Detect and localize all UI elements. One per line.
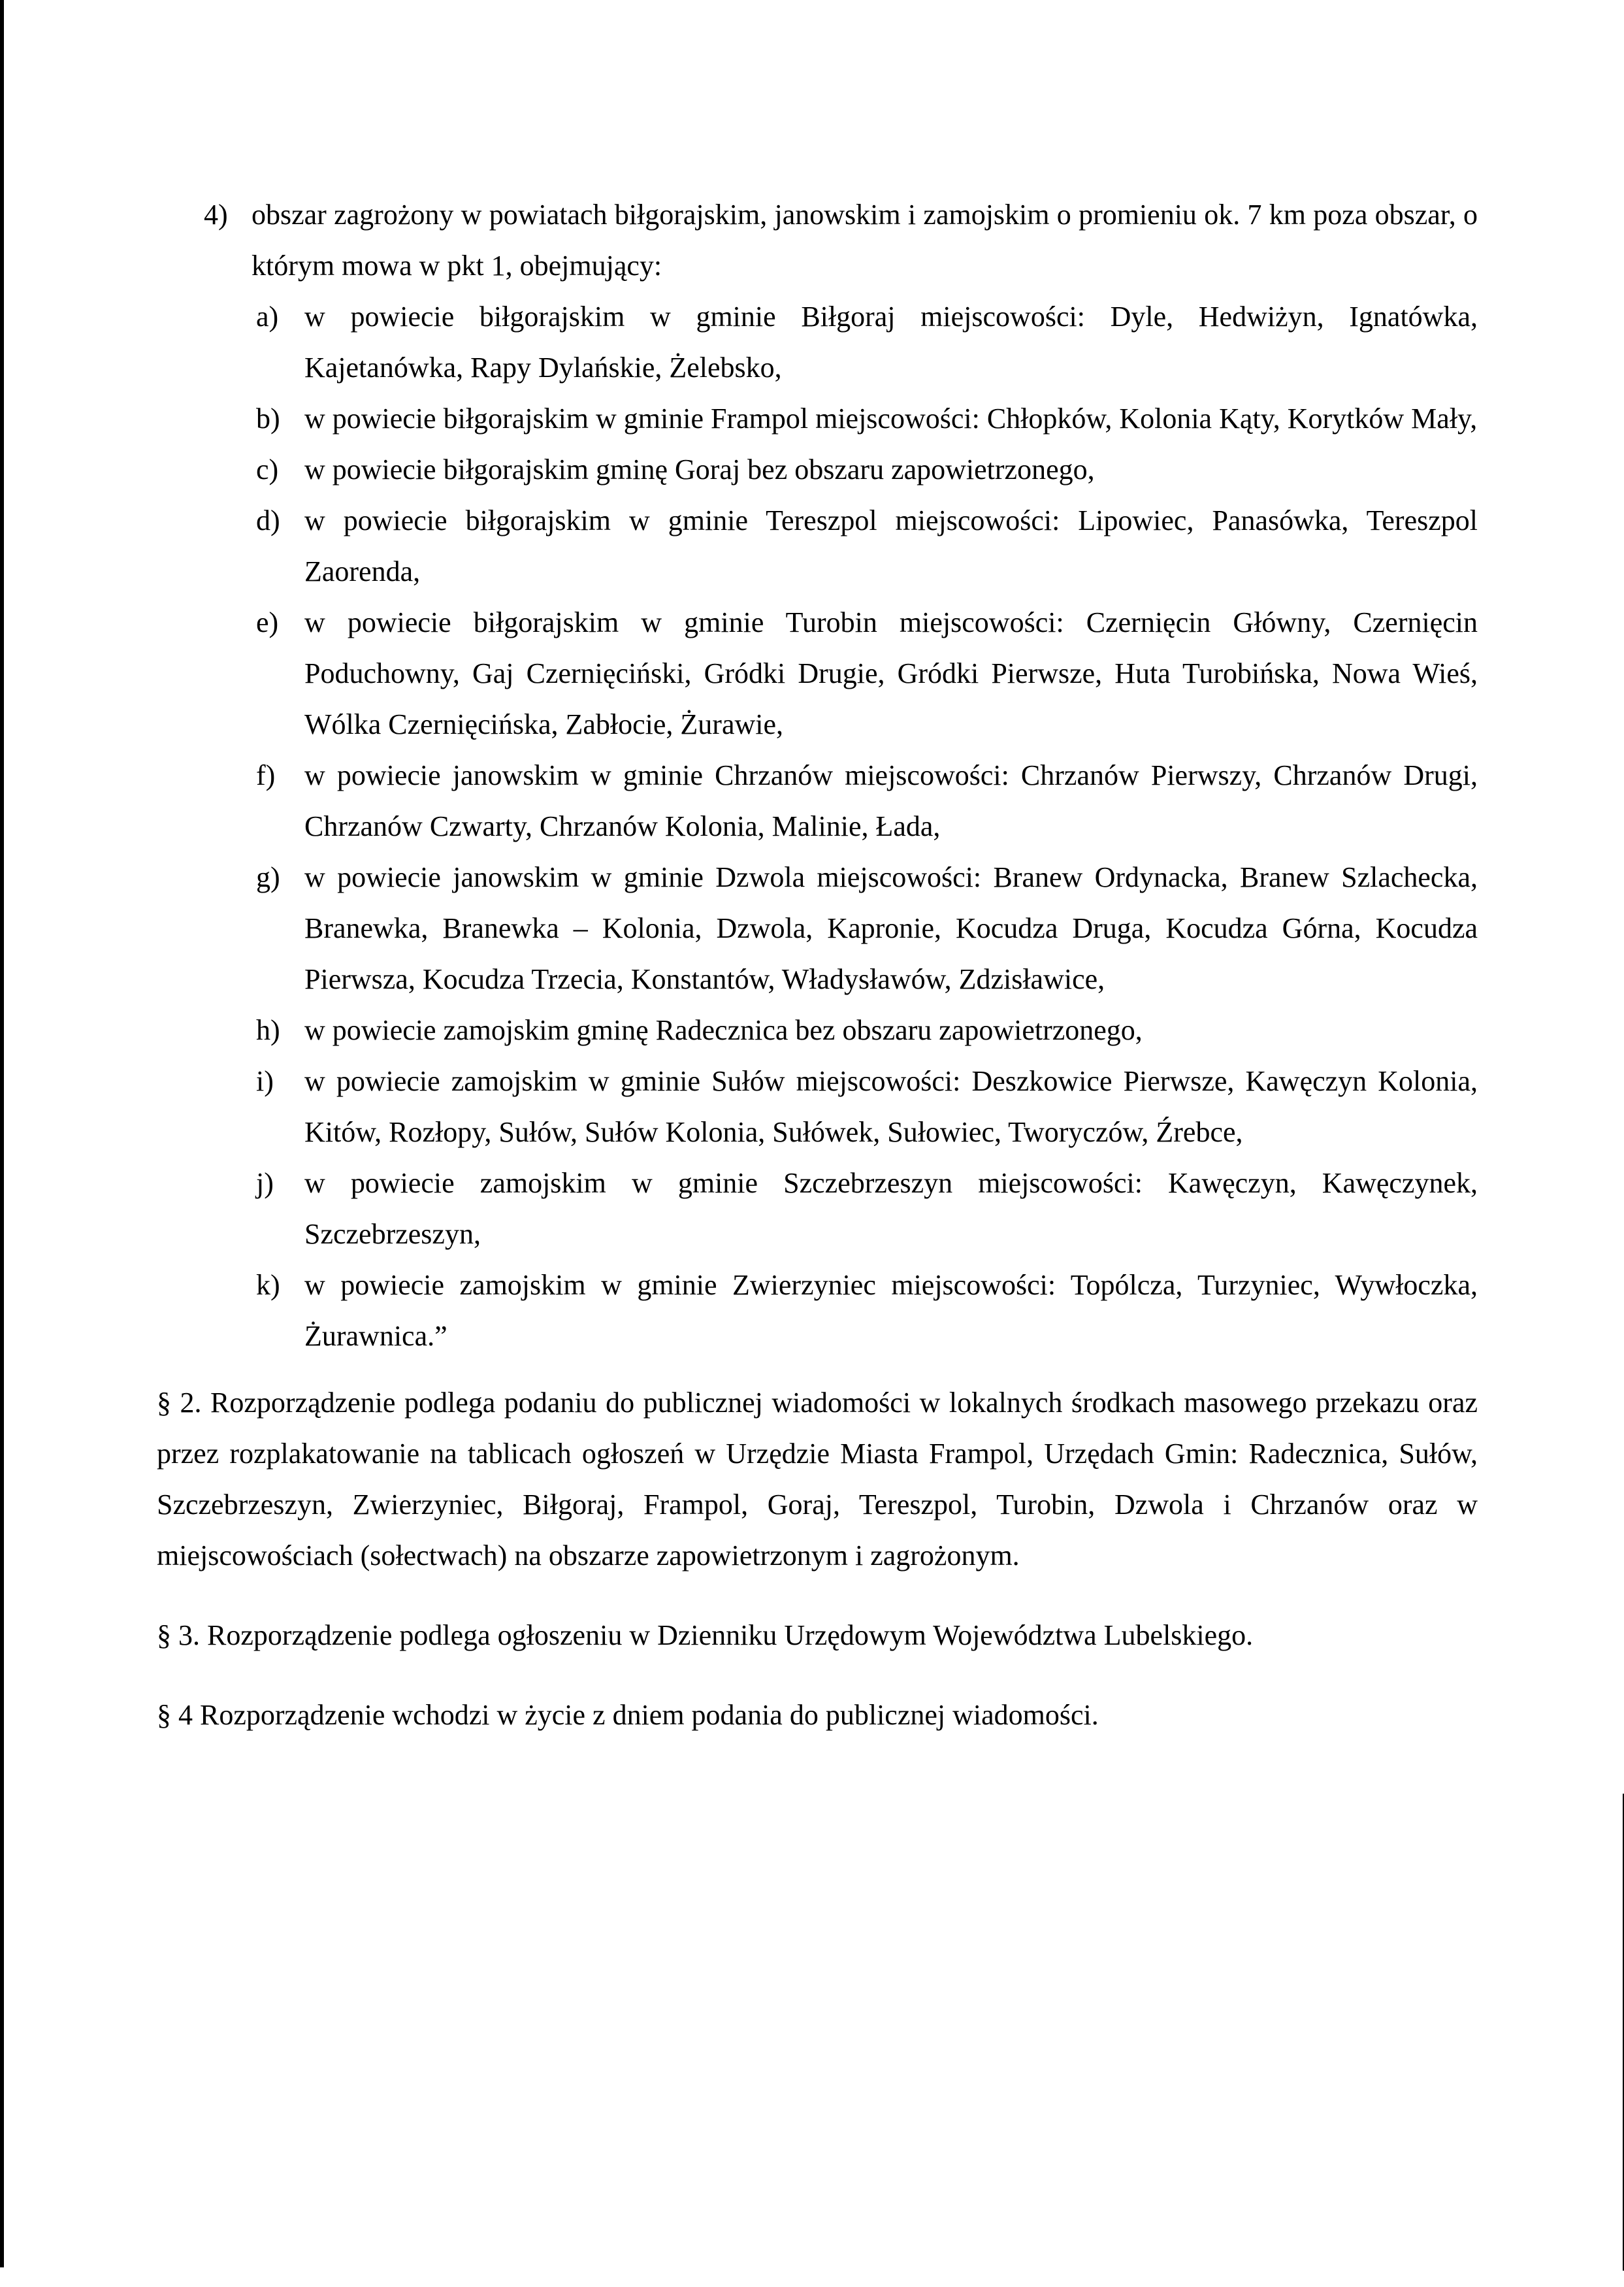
sub-item-text: w powiecie biłgorajskim w gminie Turobin miejscowości: Czernięcin Główny, Czernięcin Poduchowny, Gaj Czernięciński, Gródki Drugie, Gródki Pierwsze, Huta Turobińska, Nowa Wieś, Wólka Czernięcińska, Zabłocie, Żurawie,	[304, 606, 1478, 740]
sub-item-f	[252, 750, 1478, 852]
list-item-intro: obszar zagrożony w powiatach biłgorajskim, janowskim i zamojskim o promieniu ok. 7 km poza obszar, o którym mowa w pkt 1, obejmujący:	[252, 199, 1478, 282]
sub-item-marker: c)	[256, 453, 279, 485]
sub-item-marker: b)	[256, 403, 280, 435]
sub-item-b	[252, 393, 1478, 444]
sub-item-k	[252, 1260, 1478, 1362]
sub-item-i	[252, 1056, 1478, 1158]
sub-item-j	[252, 1158, 1478, 1260]
list-marker: 4)	[204, 199, 228, 231]
sub-item-marker: f)	[256, 759, 276, 791]
sub-item-a	[252, 291, 1478, 393]
sub-item-h	[252, 1005, 1478, 1056]
sub-item-text: w powiecie janowskim w gminie Chrzanów miejscowości: Chrzanów Pierwszy, Chrzanów Drugi, Chrzanów Czwarty, Chrzanów Kolonia, Malinie, Łada,	[304, 759, 1478, 842]
sub-item-marker: d)	[256, 504, 280, 536]
sub-item-text: w powiecie zamojskim w gminie Zwierzyniec miejscowości: Topólcza, Turzyniec, Wywłoczka, Żurawnica.”	[304, 1269, 1478, 1352]
sub-item-text: w powiecie biłgorajskim gminę Goraj bez obszaru zapowietrzonego,	[304, 453, 1095, 485]
sub-item-marker: k)	[256, 1269, 280, 1301]
sub-item-marker: h)	[256, 1014, 280, 1046]
sub-item-text: w powiecie biłgorajskim w gminie Tereszpol miejscowości: Lipowiec, Panasówka, Tereszpol Zaorenda,	[304, 504, 1478, 587]
sub-item-text: w powiecie biłgorajskim w gminie Frampol miejscowości: Chłopków, Kolonia Kąty, Korytków Mały,	[304, 403, 1478, 435]
paragraph-4: § 4 Rozporządzenie wchodzi w życie z dniem podania do publicznej wiadomości.	[157, 1699, 1099, 1731]
sub-item-text: w powiecie janowskim w gminie Dzwola miejscowości: Branew Ordynacka, Branew Szlachecka, Branewka, Branewka – Kolonia, Dzwola, Kapronie, Kocudza Druga, Kocudza Górna, Kocudza Pierwsza, Kocudza Trzecia, Konstantów, Władysławów, Zdzisławice,	[304, 861, 1478, 995]
paragraph-3: § 3. Rozporządzenie podlega ogłoszeniu w Dzienniku Urzędowym Województwa Lubelskiego.	[157, 1619, 1254, 1651]
scan-edge-left	[0, 0, 4, 2267]
sub-item-marker: a)	[256, 301, 279, 333]
sub-item-marker: g)	[256, 861, 280, 893]
sub-item-text: w powiecie zamojskim w gminie Szczebrzeszyn miejscowości: Kawęczyn, Kawęczynek, Szczebrzeszyn,	[304, 1167, 1478, 1250]
sub-item-text: w powiecie zamojskim w gminie Sułów miejscowości: Deszkowice Pierwsze, Kawęczyn Kolonia, Kitów, Rozłopy, Sułów, Sułów Kolonia, Sułówek, Sułowiec, Tworyczów, Źrebce,	[304, 1065, 1478, 1148]
paragraph-2: § 2. Rozporządzenie podlega podaniu do publicznej wiadomości w lokalnych środkach masowego przekazu oraz przez rozplakatowanie na tablicach ogłoszeń w Urzędzie Miasta Frampol, Urzędach Gmin: Radecznica, Sułów, Szczebrzeszyn, Zwierzyniec, Biłgoraj, Frampol, Goraj, Tereszpol, Turobin, Dzwola i Chrzanów oraz w miejscowościach (sołectwach) na obszarze zapowietrzonym i zagrożonym.	[157, 1387, 1478, 1571]
sub-item-text: w powiecie biłgorajskim w gminie Biłgoraj miejscowości: Dyle, Hedwiżyn, Ignatówka, Kajetanówka, Rapy Dylańskie, Żelebsko,	[304, 301, 1478, 384]
sub-item-e	[252, 597, 1478, 750]
list-item-4	[157, 189, 1478, 1362]
sub-item-d	[252, 495, 1478, 597]
sub-item-marker: i)	[256, 1065, 274, 1097]
sub-item-marker: e)	[256, 606, 279, 638]
sub-item-marker: j)	[256, 1167, 274, 1199]
document-page	[157, 189, 1478, 1769]
sub-item-c	[252, 444, 1478, 495]
sub-item-text: w powiecie zamojskim gminę Radecznica bez obszaru zapowietrzonego,	[304, 1014, 1143, 1046]
sub-list	[252, 291, 1478, 1362]
sub-item-g	[252, 852, 1478, 1005]
